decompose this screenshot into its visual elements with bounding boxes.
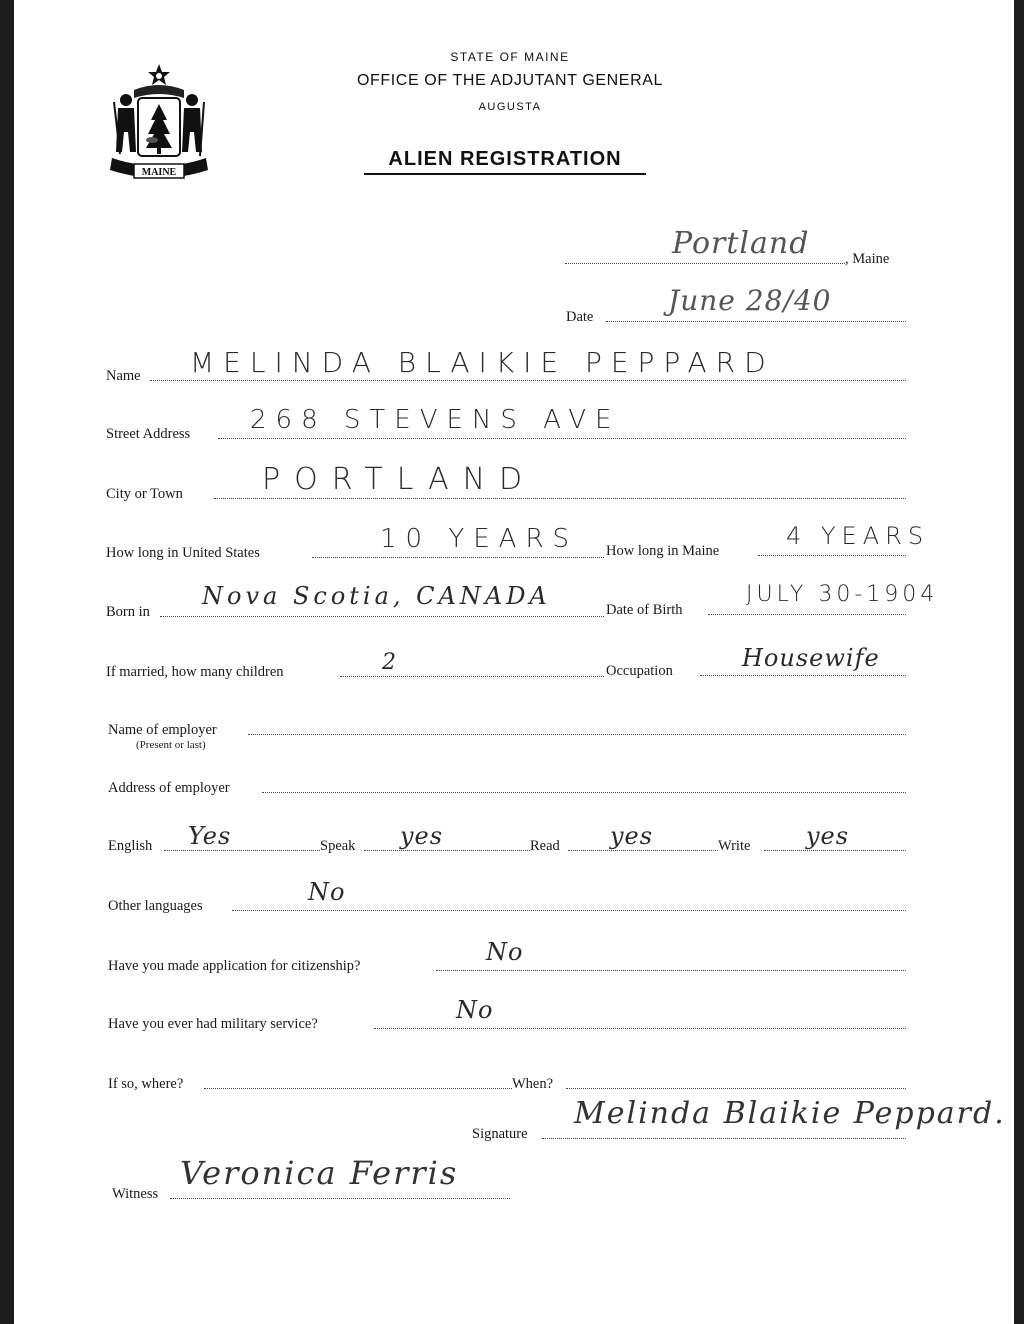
other-languages-line [232,910,906,911]
witness-value: Veronica Ferris [180,1154,459,1192]
maine-duration-value: 4 YEARS [786,522,930,550]
children-line [340,676,604,677]
children-value: 2 [382,650,397,675]
maine-duration-label: How long in Maine [606,543,720,559]
signature-line [542,1138,906,1139]
maine-duration-line [758,555,906,556]
other-languages-value: No [308,878,346,906]
form-title: ALIEN REGISTRATION [388,148,622,170]
english-value: Yes [188,822,232,850]
born-in-line [160,616,604,617]
employer-label: Name of employer [108,722,217,738]
employer-address-line [262,792,906,793]
office-heading: OFFICE OF THE ADJUTANT GENERAL [356,72,664,89]
read-value: yes [610,822,654,850]
scan-edge-right [1014,0,1024,1324]
citizenship-label: Have you made application for citizenship? [108,958,361,974]
english-label: English [108,838,153,854]
city-heading: AUGUSTA [478,101,542,113]
witness-line [170,1198,510,1199]
children-label: If married, how many children [106,664,284,680]
occupation-label: Occupation [606,663,673,679]
date-value: June 28/40 [668,284,832,317]
born-in-value: Nova Scotia, CANADA [202,582,551,610]
us-duration-value: 10 YEARS [380,524,579,554]
citizenship-value: No [486,938,524,966]
us-duration-label: How long in United States [106,545,260,561]
where-line [204,1088,512,1089]
employer-address-label: Address of employer [108,780,230,796]
place-line [565,263,845,264]
name-label: Name [106,368,141,384]
speak-value: yes [400,822,444,850]
witness-label: Witness [112,1186,159,1202]
signature-label: Signature [472,1126,528,1142]
birth-date-value: JULY 30-1904 [746,582,939,607]
name-value: MELINDA BLAIKIE PEPPARD [190,346,775,379]
state-heading: STATE OF MAINE [450,50,570,64]
place-value: Portland [672,226,810,261]
street-value: 268 STEVENS AVE [250,405,621,435]
other-languages-label: Other languages [108,898,203,914]
street-label: Street Address [106,426,191,442]
date-label: Date [566,309,594,325]
street-line [218,438,906,439]
speak-line [364,850,530,851]
scan-edge-left [0,0,14,1324]
citizenship-line [436,970,906,971]
military-line [374,1028,906,1029]
when-label: When? [512,1076,554,1092]
write-line [764,850,906,851]
seal-text: MAINE [141,167,177,178]
occupation-value: Housewife [742,644,880,672]
signature-value: Melinda Blaikie Peppard. [574,1096,1006,1131]
maine-seal-icon [104,62,214,186]
where-label: If so, where? [108,1076,184,1092]
english-line [164,850,320,851]
place-suffix: , Maine [845,251,890,267]
birth-date-label: Date of Birth [606,602,683,618]
when-line [566,1088,906,1089]
title-underline [364,173,646,175]
born-in-label: Born in [106,604,150,620]
read-line [568,850,718,851]
date-line [606,321,906,322]
birth-date-line [708,614,906,615]
occupation-line [700,675,906,676]
write-label: Write [718,838,751,854]
read-label: Read [530,838,560,854]
employer-line [248,734,906,735]
city-label: City or Town [106,486,183,502]
speak-label: Speak [320,838,356,854]
city-line [214,498,906,499]
us-duration-line [312,557,604,558]
employer-sublabel: (Present or last) [136,739,206,751]
write-value: yes [806,822,850,850]
military-label: Have you ever had military service? [108,1016,318,1032]
name-line [150,380,906,381]
city-value: PORTLAND [262,462,537,497]
military-value: No [456,996,494,1024]
